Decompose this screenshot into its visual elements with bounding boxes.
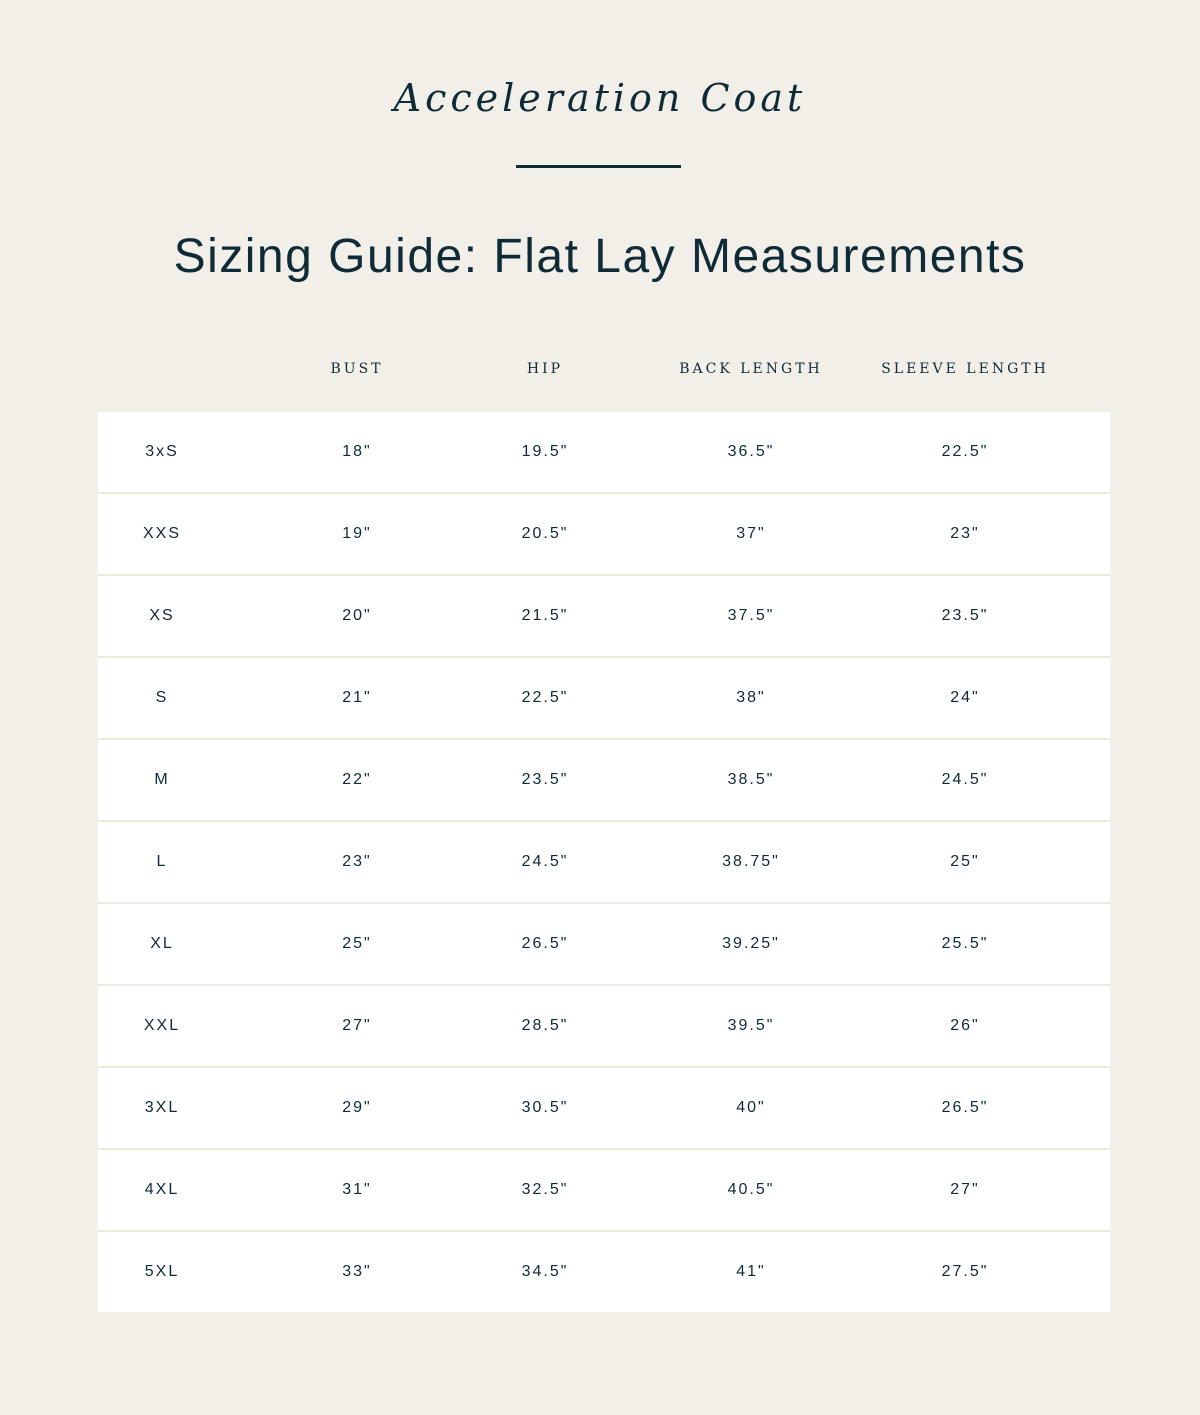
sleeve-length-value: 22.5" <box>941 443 989 460</box>
bust-value: 31" <box>342 1181 372 1198</box>
sizing-table <box>98 412 1110 1312</box>
table-header <box>98 356 1110 382</box>
hip-value: 28.5" <box>521 1017 569 1034</box>
title-divider <box>516 165 681 168</box>
sleeve-length-value: 23" <box>950 525 980 542</box>
back-length-value: 38.75" <box>722 853 780 870</box>
size-label: L <box>156 853 168 870</box>
back-length-value: 37" <box>736 525 766 542</box>
bust-value: 19" <box>342 525 372 542</box>
back-length-value: 38" <box>736 689 766 706</box>
size-label: 3xS <box>145 443 179 460</box>
column-header-hip: HIP <box>526 361 564 377</box>
sleeve-length-value: 26" <box>950 1017 980 1034</box>
table-row <box>98 1150 1110 1232</box>
hip-value: 30.5" <box>521 1099 569 1116</box>
table-row <box>98 576 1110 658</box>
size-label: M <box>154 771 170 788</box>
column-header-sleeve-length: SLEEVE LENGTH <box>881 361 1049 377</box>
size-label: 3XL <box>144 1099 180 1116</box>
bust-value: 27" <box>342 1017 372 1034</box>
size-label: XS <box>149 607 175 624</box>
bust-value: 18" <box>342 443 372 460</box>
sleeve-length-value: 27" <box>950 1181 980 1198</box>
sleeve-length-value: 25.5" <box>941 935 989 952</box>
hip-value: 23.5" <box>521 771 569 788</box>
bust-value: 23" <box>342 853 372 870</box>
size-label: XXS <box>142 525 182 542</box>
hip-value: 24.5" <box>521 853 569 870</box>
bust-value: 20" <box>342 607 372 624</box>
table-row <box>98 658 1110 740</box>
page-title: Sizing Guide: Flat Lay Measurements <box>173 230 1027 283</box>
table-row <box>98 1068 1110 1150</box>
table-row <box>98 904 1110 986</box>
back-length-value: 40.5" <box>727 1181 775 1198</box>
size-label: 4XL <box>144 1181 180 1198</box>
sleeve-length-value: 23.5" <box>941 607 989 624</box>
product-name: Acceleration Coat <box>393 76 807 120</box>
back-length-value: 36.5" <box>727 443 775 460</box>
bust-value: 29" <box>342 1099 372 1116</box>
back-length-value: 40" <box>736 1099 766 1116</box>
table-row <box>98 1232 1110 1312</box>
hip-value: 32.5" <box>521 1181 569 1198</box>
table-row <box>98 986 1110 1068</box>
size-label: XXL <box>143 1017 181 1034</box>
bust-value: 33" <box>342 1263 372 1280</box>
size-label: S <box>155 689 169 706</box>
back-length-value: 39.25" <box>722 935 780 952</box>
hip-value: 20.5" <box>521 525 569 542</box>
table-row <box>98 822 1110 904</box>
table-row <box>98 412 1110 494</box>
hip-value: 21.5" <box>521 607 569 624</box>
sleeve-length-value: 25" <box>950 853 980 870</box>
back-length-value: 39.5" <box>727 1017 775 1034</box>
hip-value: 22.5" <box>521 689 569 706</box>
back-length-value: 41" <box>736 1263 766 1280</box>
hip-value: 34.5" <box>521 1263 569 1280</box>
bust-value: 21" <box>342 689 372 706</box>
size-label: XL <box>150 935 174 952</box>
size-label: 5XL <box>144 1263 180 1280</box>
bust-value: 22" <box>342 771 372 788</box>
column-header-bust: BUST <box>330 361 384 377</box>
table-row <box>98 494 1110 576</box>
bust-value: 25" <box>342 935 372 952</box>
sleeve-length-value: 26.5" <box>941 1099 989 1116</box>
table-row <box>98 740 1110 822</box>
back-length-value: 38.5" <box>727 771 775 788</box>
sleeve-length-value: 24.5" <box>941 771 989 788</box>
hip-value: 26.5" <box>521 935 569 952</box>
sleeve-length-value: 24" <box>950 689 980 706</box>
hip-value: 19.5" <box>521 443 569 460</box>
column-header-back-length: BACK LENGTH <box>679 361 823 377</box>
sleeve-length-value: 27.5" <box>941 1263 989 1280</box>
back-length-value: 37.5" <box>727 607 775 624</box>
